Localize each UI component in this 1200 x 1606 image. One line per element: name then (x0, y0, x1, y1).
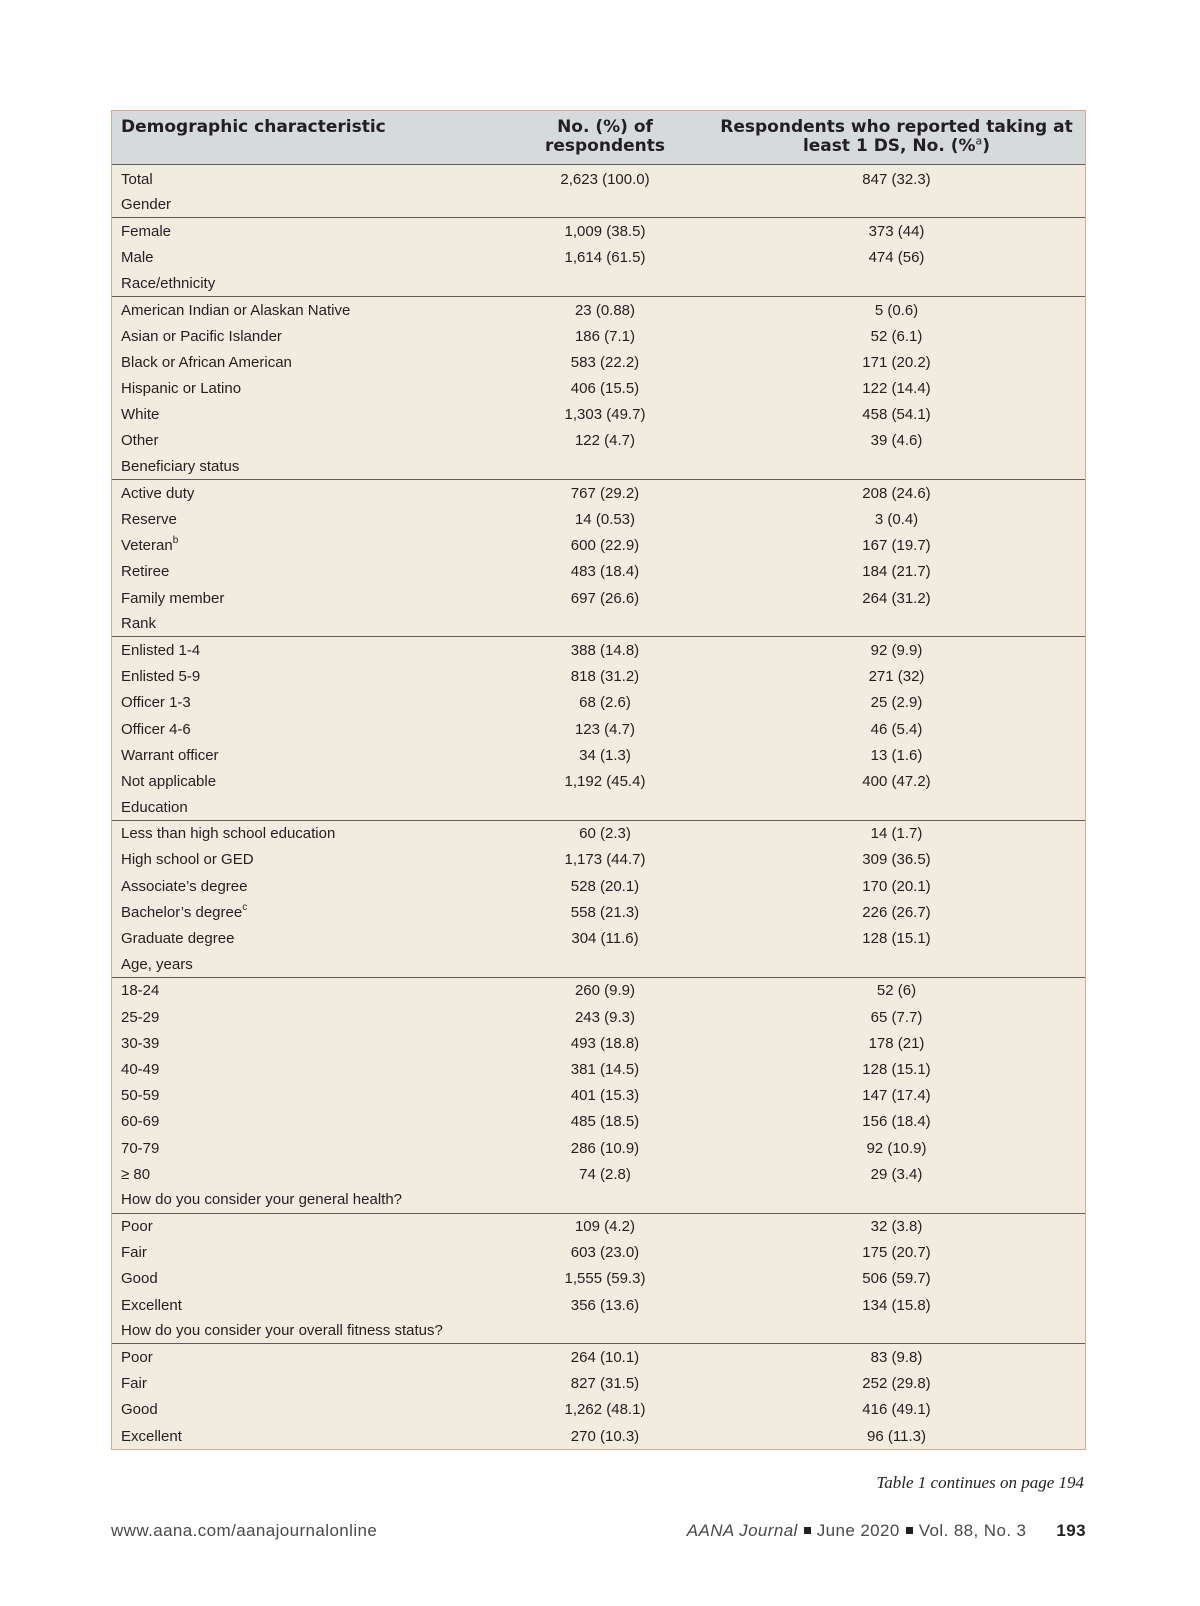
header-ds-text-close: ) (982, 136, 991, 156)
ds-respondents-count: 122 (14.4) (862, 380, 931, 398)
ds-respondents-count: 65 (7.7) (870, 1008, 923, 1026)
ds-respondents-count: 175 (20.7) (862, 1244, 931, 1262)
row-label (112, 537, 502, 554)
respondents-count: 483 (18.4) (570, 563, 640, 581)
table-group-header (112, 1187, 1085, 1213)
respondents-count: 485 (18.5) (570, 1113, 640, 1131)
row-label (112, 432, 502, 449)
table-row (112, 690, 1085, 716)
group-label (112, 615, 502, 632)
row-label-text: Excellent (121, 1296, 182, 1314)
bullet-separator-icon (906, 1527, 913, 1534)
respondents-count: 186 (7.1) (574, 327, 636, 345)
table-row (112, 742, 1085, 768)
group-label (112, 799, 502, 816)
row-label-text: Beneficiary status (121, 458, 240, 476)
respondents-count: 109 (4.2) (574, 1218, 636, 1236)
row-label-text: Good (121, 1401, 158, 1419)
respondents-count: 270 (10.3) (570, 1427, 640, 1445)
row-label (112, 694, 502, 711)
row-label (112, 642, 502, 659)
respondents-count: 767 (29.2) (570, 484, 640, 502)
row-label (112, 668, 502, 685)
page-number: 193 (1056, 1521, 1086, 1540)
ds-respondents-count: 46 (5.4) (870, 720, 923, 738)
row-label (112, 825, 502, 842)
ds-respondents-count: 184 (21.7) (862, 563, 931, 581)
row-label (112, 1140, 502, 1157)
table-row (112, 1240, 1085, 1266)
row-label (112, 1428, 502, 1445)
table-row (112, 1004, 1085, 1030)
ds-respondents-count: 128 (15.1) (862, 1060, 931, 1078)
row-label-text: Retiree (121, 563, 170, 581)
table-group-header (112, 454, 1085, 480)
ds-respondents-count: 83 (9.8) (870, 1349, 923, 1367)
table-row (112, 1135, 1085, 1161)
respondents-count: 1,555 (59.3) (564, 1270, 646, 1288)
respondents-count: 243 (9.3) (574, 1008, 636, 1026)
row-label-text: Bachelor’s degree (121, 903, 243, 921)
ds-respondents-count: 226 (26.7) (862, 903, 931, 921)
ds-respondents-count: 373 (44) (868, 222, 925, 240)
table-row (112, 664, 1085, 690)
row-label-text: Black or African American (121, 353, 292, 371)
ds-respondents-count: 506 (59.7) (862, 1270, 931, 1288)
row-label-text: Other (121, 432, 159, 450)
row-label-text: Total (121, 170, 153, 188)
row-label (112, 721, 502, 738)
ds-respondents-count: 208 (24.6) (862, 484, 931, 502)
row-label-text: Rank (121, 615, 157, 633)
table-row (112, 1109, 1085, 1135)
table-row (112, 428, 1085, 454)
table-row (112, 1266, 1085, 1292)
row-label-text: How do you consider your general health? (121, 1191, 403, 1209)
table-row (112, 1056, 1085, 1082)
table-row (112, 1214, 1085, 1240)
row-label-text: Excellent (121, 1427, 182, 1445)
row-label (112, 1218, 502, 1235)
ds-respondents-count: 13 (1.6) (870, 746, 923, 764)
ds-respondents-count: 170 (20.1) (862, 877, 931, 895)
table-row (112, 1423, 1085, 1449)
ds-respondents-count: 29 (3.4) (870, 1165, 923, 1183)
footnote-marker-a: a (975, 134, 983, 148)
row-label-text: Reserve (121, 511, 177, 529)
respondents-count: 406 (15.5) (570, 380, 640, 398)
respondents-count: 1,262 (48.1) (564, 1401, 646, 1419)
ds-respondents-count: 32 (3.8) (870, 1218, 923, 1236)
header-ds-respondents (708, 111, 1085, 164)
row-label-text: Not applicable (121, 772, 217, 790)
row-label-text: 18-24 (121, 982, 160, 1000)
bullet-separator-icon (804, 1527, 811, 1534)
table-row (112, 899, 1085, 925)
row-label (112, 1035, 502, 1052)
table-row (112, 218, 1085, 244)
journal-name: AANA Journal (686, 1521, 798, 1540)
row-label-text: Female (121, 222, 172, 240)
row-label (112, 380, 502, 397)
respondents-count: 697 (26.6) (570, 589, 640, 607)
footnote-marker: c (242, 901, 248, 913)
respondents-count: 356 (13.6) (570, 1296, 640, 1314)
table-group-header (112, 795, 1085, 821)
row-label-text: Fair (121, 1244, 147, 1262)
header-number-percent: No. (%) of respondents (544, 117, 666, 156)
row-label-text: ≥ 80 (121, 1165, 151, 1183)
row-label (112, 901, 502, 921)
respondents-count: 493 (18.8) (570, 1034, 640, 1052)
respondents-count: 1,303 (49.7) (564, 406, 646, 424)
table-row (112, 978, 1085, 1004)
journal-url: www.aana.com/aanajournalonline (111, 1521, 378, 1540)
table-row (112, 245, 1085, 271)
table-row (112, 768, 1085, 794)
row-label (112, 1297, 502, 1314)
row-label-text: Family member (121, 589, 225, 607)
row-label-text: Associate’s degree (121, 877, 248, 895)
respondents-count: 1,173 (44.7) (564, 851, 646, 869)
respondents-count: 388 (14.8) (570, 641, 640, 659)
row-label (112, 1009, 502, 1026)
row-label-text: Good (121, 1270, 158, 1288)
group-label (112, 458, 502, 475)
row-label-text: Poor (121, 1349, 153, 1367)
footnote-marker: b (172, 535, 179, 547)
row-label-text: Officer 1-3 (121, 694, 191, 712)
row-label (112, 302, 502, 319)
table-group-header (112, 1318, 1085, 1344)
row-label (112, 1113, 502, 1130)
row-label (112, 878, 502, 895)
row-label-text: 70-79 (121, 1139, 160, 1157)
row-label (112, 406, 502, 423)
table-row (112, 480, 1085, 506)
ds-respondents-count: 5 (0.6) (874, 301, 919, 319)
respondents-count: 122 (4.7) (574, 432, 636, 450)
row-label (112, 1166, 502, 1183)
respondents-count: 381 (14.5) (570, 1060, 640, 1078)
table-row (112, 506, 1085, 532)
ds-respondents-count: 96 (11.3) (867, 1427, 926, 1445)
ds-respondents-count: 167 (19.7) (862, 537, 931, 555)
table-row (112, 873, 1085, 899)
respondents-count: 123 (4.7) (574, 720, 636, 738)
ds-respondents-count: 92 (10.9) (866, 1139, 927, 1157)
row-label-text: 25-29 (121, 1008, 160, 1026)
row-label (112, 223, 502, 240)
table-body (112, 165, 1085, 1449)
row-label (112, 1349, 502, 1366)
respondents-count: 34 (1.3) (579, 746, 631, 764)
table-group-header (112, 611, 1085, 637)
row-label (112, 1375, 502, 1392)
table-row (112, 1161, 1085, 1187)
table-row (112, 297, 1085, 323)
ds-respondents-count: 92 (9.9) (870, 641, 923, 659)
row-label-text: Male (121, 249, 154, 267)
row-label-text: Education (121, 798, 188, 816)
table-row (112, 1030, 1085, 1056)
respondents-count: 558 (21.3) (570, 903, 640, 921)
ds-respondents-count: 147 (17.4) (862, 1087, 931, 1105)
table-header (112, 111, 1085, 165)
respondents-count: 304 (11.6) (571, 930, 639, 948)
row-label-text: Asian or Pacific Islander (121, 327, 282, 345)
ds-respondents-count: 25 (2.9) (870, 694, 923, 712)
respondents-count: 14 (0.53) (574, 511, 636, 529)
table-row (112, 349, 1085, 375)
row-label-text: Enlisted 1-4 (121, 641, 201, 659)
ds-respondents-count: 3 (0.4) (874, 511, 919, 529)
ds-respondents-count: 52 (6.1) (870, 327, 923, 345)
row-label (112, 354, 502, 371)
respondents-count: 603 (23.0) (570, 1244, 640, 1262)
table-row (112, 533, 1085, 559)
row-label (112, 249, 502, 266)
row-label-text: Poor (121, 1218, 153, 1236)
row-label-text: How do you consider your overall fitness status? (121, 1322, 443, 1340)
respondents-count: 401 (15.3) (570, 1087, 640, 1105)
table-row (112, 402, 1085, 428)
table-row (112, 716, 1085, 742)
table-row (112, 376, 1085, 402)
row-label-text: Less than high school education (121, 825, 336, 843)
respondents-count: 1,192 (45.4) (564, 772, 646, 790)
row-label (112, 1401, 502, 1418)
row-label (112, 590, 502, 607)
table-row (112, 847, 1085, 873)
table-row (112, 1397, 1085, 1423)
respondents-count: 264 (10.1) (570, 1349, 640, 1367)
row-label (112, 747, 502, 764)
respondents-count: 818 (31.2) (570, 668, 640, 686)
journal-citation (687, 1521, 1086, 1541)
group-label (112, 196, 502, 213)
row-label (112, 982, 502, 999)
ds-respondents-count: 400 (47.2) (862, 772, 931, 790)
row-label (112, 851, 502, 868)
respondents-count: 827 (31.5) (570, 1375, 640, 1393)
row-label (112, 930, 502, 947)
ds-respondents-count: 271 (32) (868, 668, 925, 686)
respondents-count: 1,614 (61.5) (564, 249, 646, 267)
group-label (112, 275, 502, 292)
row-label-text: 50-59 (121, 1087, 160, 1105)
row-label-text: American Indian or Alaskan Native (121, 301, 351, 319)
ds-respondents-count: 171 (20.2) (862, 353, 931, 371)
table-row (112, 1292, 1085, 1318)
ds-respondents-count: 458 (54.1) (862, 406, 931, 424)
table-continues-note: Table 1 continues on page 194 (876, 1473, 1084, 1492)
row-label-text: High school or GED (121, 851, 254, 869)
respondents-count: 260 (9.9) (574, 982, 636, 1000)
respondents-count: 600 (22.9) (570, 537, 640, 555)
row-label (112, 1087, 502, 1104)
row-label (112, 1061, 502, 1078)
respondents-count: 68 (2.6) (579, 694, 631, 712)
table-group-header (112, 952, 1085, 978)
row-label (112, 485, 502, 502)
table-row (112, 925, 1085, 951)
ds-respondents-count: 134 (15.8) (862, 1296, 931, 1314)
respondents-count: 74 (2.8) (579, 1165, 631, 1183)
ds-respondents-count: 474 (56) (868, 249, 925, 267)
table-group-header (112, 192, 1085, 218)
table-group-header (112, 271, 1085, 297)
row-label-text: Race/ethnicity (121, 274, 216, 292)
row-label (112, 1244, 502, 1261)
respondents-count: 583 (22.2) (570, 353, 640, 371)
header-ds-text: Respondents who reported taking at least 1 DS, No. (% (720, 117, 1073, 156)
table-row (112, 585, 1085, 611)
ds-respondents-count: 178 (21) (868, 1034, 925, 1052)
volume-issue: Vol. 88, No. 3 (918, 1521, 1027, 1540)
respondents-count: 528 (20.1) (570, 877, 640, 895)
row-label-text: 30-39 (121, 1034, 160, 1052)
row-label (112, 1270, 502, 1287)
row-label (112, 511, 502, 528)
respondents-count: 2,623 (100.0) (560, 170, 650, 188)
row-label (112, 171, 502, 188)
ds-respondents-count: 39 (4.6) (870, 432, 923, 450)
row-label-text: Fair (121, 1375, 147, 1393)
table-row (112, 1344, 1085, 1370)
table-row (112, 637, 1085, 663)
respondents-count: 60 (2.3) (579, 825, 631, 843)
respondents-count: 286 (10.9) (570, 1139, 640, 1157)
issue-date: June 2020 (816, 1521, 900, 1540)
ds-respondents-count: 309 (36.5) (862, 851, 931, 869)
ds-respondents-count: 128 (15.1) (862, 930, 931, 948)
row-label-text: Active duty (121, 484, 195, 502)
row-label (112, 328, 502, 345)
row-label (112, 773, 502, 790)
group-label (112, 1191, 502, 1208)
respondents-count: 23 (0.88) (574, 301, 636, 319)
row-label-text: Gender (121, 196, 172, 214)
demographics-table (111, 110, 1086, 1450)
row-label-text: 60-69 (121, 1113, 160, 1131)
table-row (112, 166, 1085, 192)
group-label (112, 956, 502, 973)
ds-respondents-count: 847 (32.3) (862, 170, 931, 188)
ds-respondents-count: 52 (6) (876, 982, 917, 1000)
ds-respondents-count: 14 (1.7) (870, 825, 923, 843)
table-row (112, 821, 1085, 847)
ds-respondents-count: 416 (49.1) (862, 1401, 931, 1419)
row-label-text: Age, years (121, 955, 193, 973)
row-label-text: Enlisted 5-9 (121, 668, 201, 686)
row-label-text: Officer 4-6 (121, 720, 191, 738)
row-label-text: White (121, 406, 160, 424)
row-label (112, 563, 502, 580)
table-row (112, 1371, 1085, 1397)
ds-respondents-count: 156 (18.4) (862, 1113, 931, 1131)
ds-respondents-count: 264 (31.2) (862, 589, 931, 607)
row-label-text: Graduate degree (121, 930, 235, 948)
row-label-text: Warrant officer (121, 746, 219, 764)
header-demographic-characteristic: Demographic characteristic (121, 117, 386, 137)
row-label-text: 40-49 (121, 1060, 160, 1078)
ds-respondents-count: 252 (29.8) (862, 1375, 931, 1393)
table-row (112, 559, 1085, 585)
table-row (112, 323, 1085, 349)
respondents-count: 1,009 (38.5) (564, 222, 646, 240)
group-label (112, 1322, 502, 1339)
row-label-text: Veteran (121, 537, 173, 555)
table-row (112, 1083, 1085, 1109)
row-label-text: Hispanic or Latino (121, 380, 242, 398)
